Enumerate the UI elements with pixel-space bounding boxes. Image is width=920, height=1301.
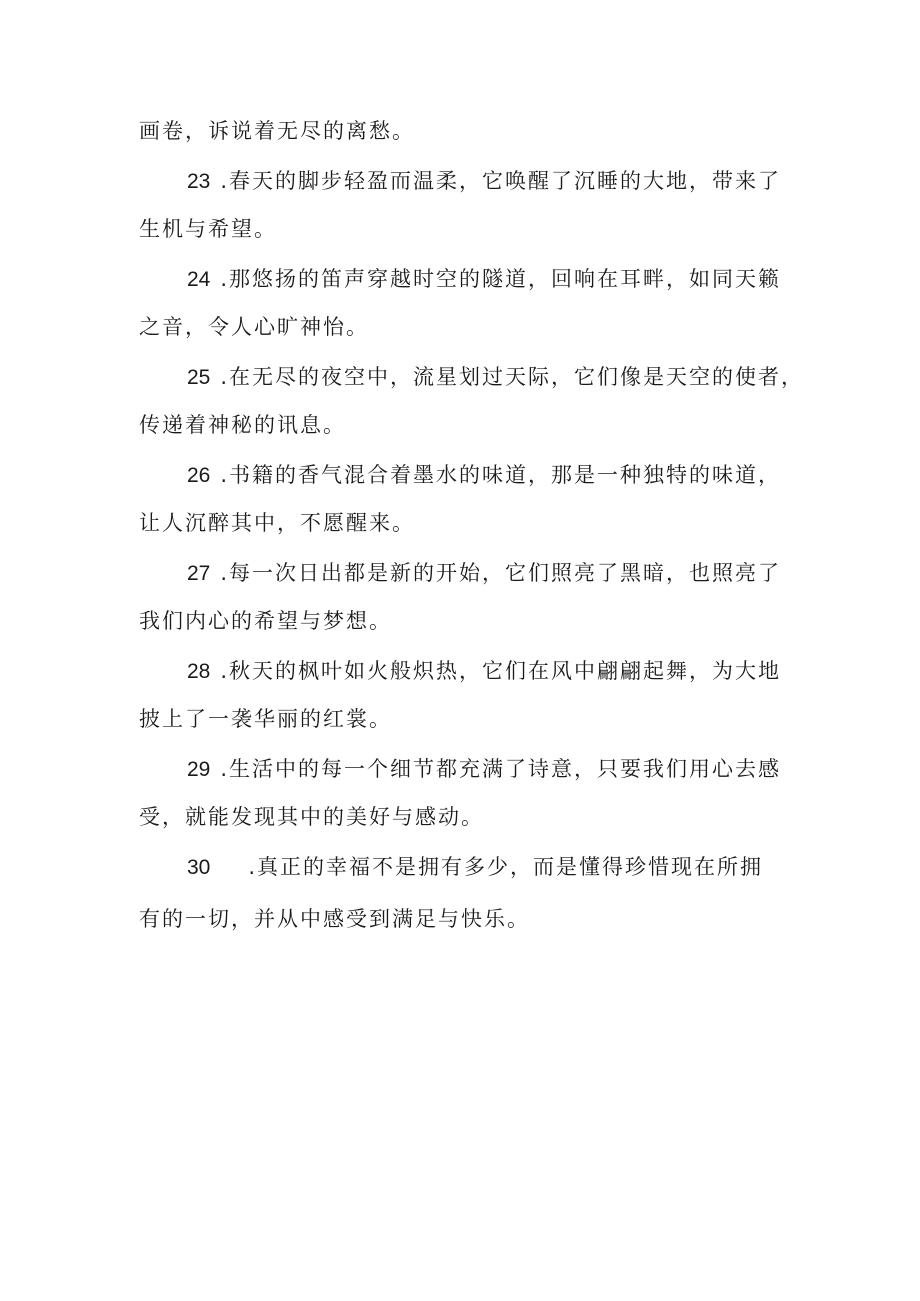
item-27-continuation: 我们内心的希望与梦想。 <box>139 609 392 633</box>
item-text: .每一次日出都是新的开始，它们照亮了黑暗，也照亮了 <box>220 561 782 585</box>
item-28-continuation: 披上了一袭华丽的红裳。 <box>139 707 392 731</box>
item-29-first-line <box>187 756 781 783</box>
item-text: .春天的脚步轻盈而温柔，它唤醒了沉睡的大地，带来了 <box>220 169 782 193</box>
item-24-first-line <box>187 266 781 293</box>
item-number: 24 <box>187 268 211 291</box>
item-26-continuation: 让人沉醉其中，不愿醒来。 <box>139 511 415 535</box>
item-number: 29 <box>187 758 211 781</box>
item-27-first-line <box>187 560 781 587</box>
item-number: 28 <box>187 660 211 683</box>
item-text: .生活中的每一个细节都充满了诗意，只要我们用心去感 <box>220 757 782 781</box>
item-29-continuation: 受，就能发现其中的美好与感动。 <box>139 805 484 829</box>
continuation-line: 画卷，诉说着无尽的离愁。 <box>139 119 415 143</box>
item-number: 23 <box>187 170 211 193</box>
item-text: .在无尽的夜空中，流星划过天际，它们像是天空的使者， <box>220 365 805 389</box>
item-number: 25 <box>187 366 211 389</box>
item-number: 26 <box>187 464 211 487</box>
item-25-first-line <box>187 364 804 391</box>
item-25-continuation: 传递着神秘的讯息。 <box>139 413 346 437</box>
item-text: .真正的幸福不是拥有多少，而是懂得珍惜现在所拥 <box>248 855 764 879</box>
item-number: 27 <box>187 562 211 585</box>
item-30-first-line <box>187 854 763 881</box>
item-28-first-line <box>187 658 781 685</box>
item-24-continuation: 之音，令人心旷神怡。 <box>139 315 369 339</box>
item-26-first-line <box>187 462 781 489</box>
item-30-continuation: 有的一切，并从中感受到满足与快乐。 <box>139 907 530 931</box>
item-text: .书籍的香气混合着墨水的味道，那是一种独特的味道， <box>220 463 782 487</box>
item-text: .秋天的枫叶如火般炽热，它们在风中翩翩起舞，为大地 <box>220 659 782 683</box>
item-23-continuation: 生机与希望。 <box>139 217 277 241</box>
item-23-first-line <box>187 168 781 195</box>
item-number: 30 <box>187 856 211 879</box>
item-text: .那悠扬的笛声穿越时空的隧道，回响在耳畔，如同天籁 <box>220 267 782 291</box>
